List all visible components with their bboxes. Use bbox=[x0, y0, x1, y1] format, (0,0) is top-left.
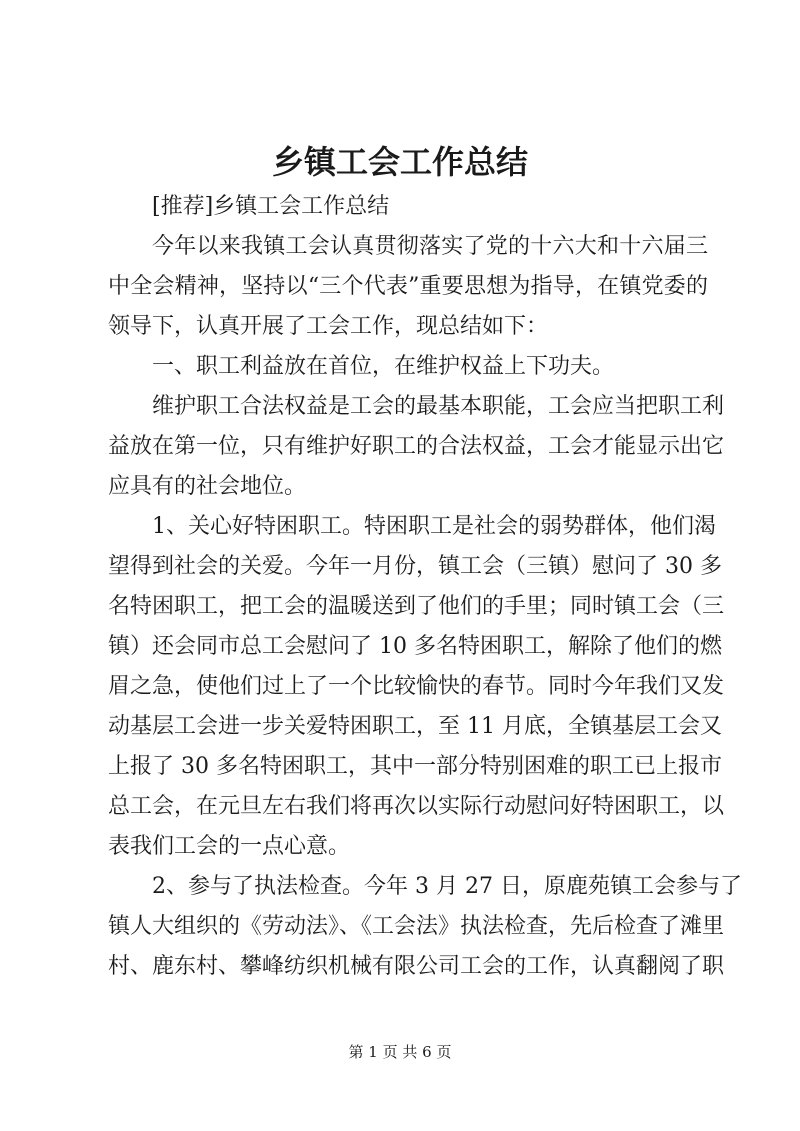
document-body bbox=[108, 187, 742, 987]
paragraph bbox=[108, 347, 708, 387]
document-title: 乡镇工会工作总结 bbox=[271, 143, 528, 181]
page-footer: 第 1 页 共 6 页 bbox=[348, 1043, 452, 1061]
paragraph bbox=[108, 507, 725, 867]
text-line: 眉之急，使他们过上了一个比较愉快的春节。同时今年我们又发 bbox=[108, 674, 725, 699]
paragraph bbox=[108, 387, 725, 507]
text-line: 名特困职工，把工会的温暖送到了他们的手里；同时镇工会（三 bbox=[108, 594, 725, 619]
text-line: [推荐]乡镇工会工作总结 bbox=[152, 194, 390, 219]
text-line: 动基层工会进一步关爱特困职工，至 11 月底，全镇基层工会又 bbox=[108, 714, 722, 739]
text-line: 领导下，认真开展了工会工作，现总结如下： bbox=[108, 314, 549, 339]
paragraph bbox=[108, 867, 742, 987]
text-line: 2、参与了执法检查。今年 3 月 27 日，原鹿苑镇工会参与了 bbox=[152, 874, 742, 899]
text-line: 维护职工合法权益是工会的最基本职能，工会应当把职工利 bbox=[152, 394, 725, 419]
paragraph bbox=[108, 187, 708, 227]
text-line: 村、鹿东村、攀峰纺织机械有限公司工会的工作，认真翻阅了职 bbox=[108, 954, 725, 979]
paragraph bbox=[108, 227, 708, 347]
text-line: 表我们工会的一点心意。 bbox=[108, 834, 351, 859]
text-line: 今年以来我镇工会认真贯彻落实了党的十六大和十六届三 bbox=[152, 234, 708, 259]
text-line: 中全会精神，坚持以“三个代表”重要思想为指导，在镇党委的 bbox=[108, 274, 708, 299]
text-line: 总工会，在元旦左右我们将再次以实际行动慰问好特困职工，以 bbox=[108, 794, 725, 819]
text-line: 1、关心好特困职工。特困职工是社会的弱势群体，他们渴 bbox=[152, 514, 716, 539]
text-line: 望得到社会的关爱。今年一月份，镇工会（三镇）慰问了 30 多 bbox=[108, 554, 722, 579]
text-line: 上报了 30 多名特困职工，其中一部分特别困难的职工已上报市 bbox=[108, 754, 722, 779]
text-line: 镇）还会同市总工会慰问了 10 多名特困职工，解除了他们的燃 bbox=[108, 634, 722, 659]
text-line: 镇人大组织的《劳动法》、《工会法》执法检查，先后检查了滩里 bbox=[108, 914, 725, 939]
text-line: 应具有的社会地位。 bbox=[108, 474, 307, 499]
text-line: 一、职工利益放在首位，在维护权益上下功夫。 bbox=[152, 354, 615, 379]
text-line: 益放在第一位，只有维护好职工的合法权益，工会才能显示出它 bbox=[108, 434, 725, 459]
